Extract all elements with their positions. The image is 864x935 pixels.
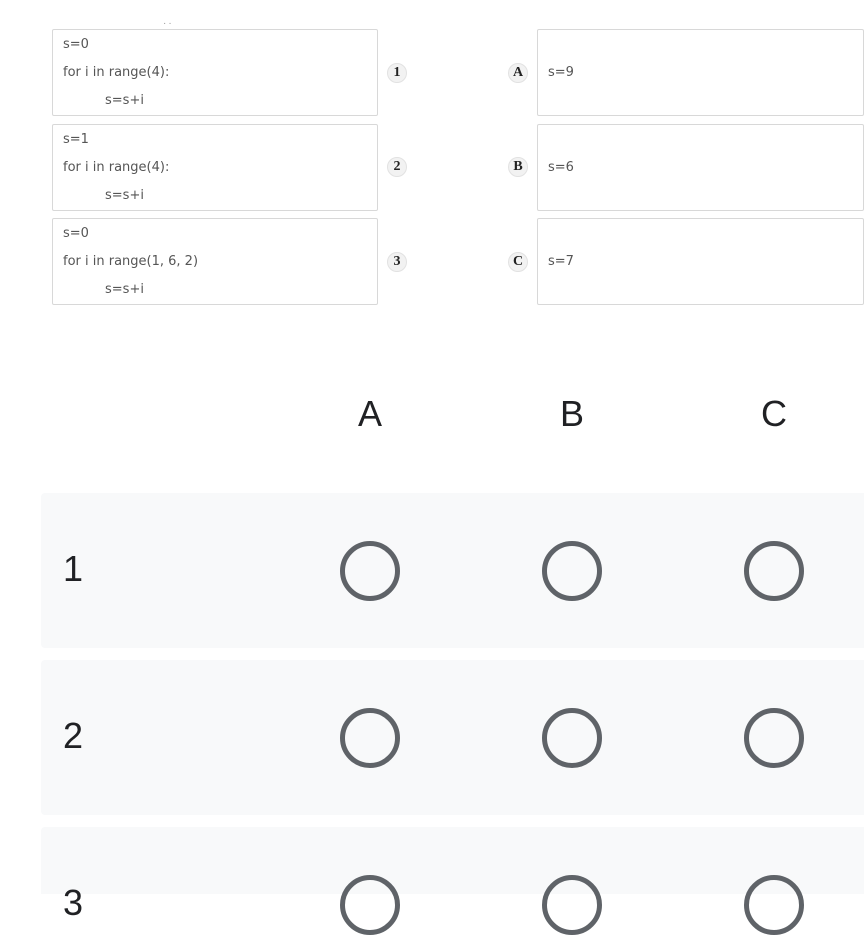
number-badge-1: 1 (387, 63, 407, 83)
row-label-3: 3 (63, 882, 84, 923)
letter-badge-c: C (508, 252, 528, 272)
row-label-2: 2 (63, 715, 84, 756)
code-line: for i in range(4): (63, 160, 170, 175)
answer-box-b (537, 124, 864, 211)
row-label-1: 1 (63, 548, 84, 589)
code-line: s=1 (63, 132, 89, 147)
number-badge-3: 3 (387, 252, 407, 272)
radio-row1-a[interactable] (340, 541, 400, 601)
grid-row-3 (41, 827, 864, 923)
column-header-c: C (761, 393, 787, 434)
column-header-a: A (357, 393, 382, 434)
code-line: s=s+i (105, 188, 144, 203)
column-header-b: B (559, 393, 584, 434)
code-line: s=0 (63, 226, 89, 241)
code-line: for i in range(4): (63, 65, 170, 80)
radio-row2-c[interactable] (744, 708, 804, 768)
code-box-2 (52, 124, 378, 211)
code-line: s=0 (63, 37, 89, 52)
code-box-3 (52, 218, 378, 305)
radio-row3-a[interactable] (340, 875, 400, 935)
radio-row1-b[interactable] (542, 541, 602, 601)
answer-text: s=7 (548, 254, 574, 269)
code-box-1 (52, 29, 378, 116)
answer-text: s=9 (548, 65, 574, 80)
answer-text: s=6 (548, 160, 574, 175)
grid-row-2 (41, 660, 864, 815)
radio-row1-c[interactable] (744, 541, 804, 601)
radio-row2-a[interactable] (340, 708, 400, 768)
number-badge-2: 2 (387, 157, 407, 177)
radio-row2-b[interactable] (542, 708, 602, 768)
radio-row3-c[interactable] (744, 875, 804, 935)
answer-box-c (537, 218, 864, 305)
code-line: s=s+i (105, 282, 144, 297)
code-line: s=s+i (105, 93, 144, 108)
code-line: for i in range(1, 6, 2) (63, 254, 199, 269)
letter-badge-b: B (508, 157, 528, 177)
grid-row-1 (41, 493, 864, 648)
answer-box-a (537, 29, 864, 116)
radio-row3-b[interactable] (542, 875, 602, 935)
top-mark: ·· (163, 18, 174, 29)
letter-badge-a: A (508, 63, 528, 83)
